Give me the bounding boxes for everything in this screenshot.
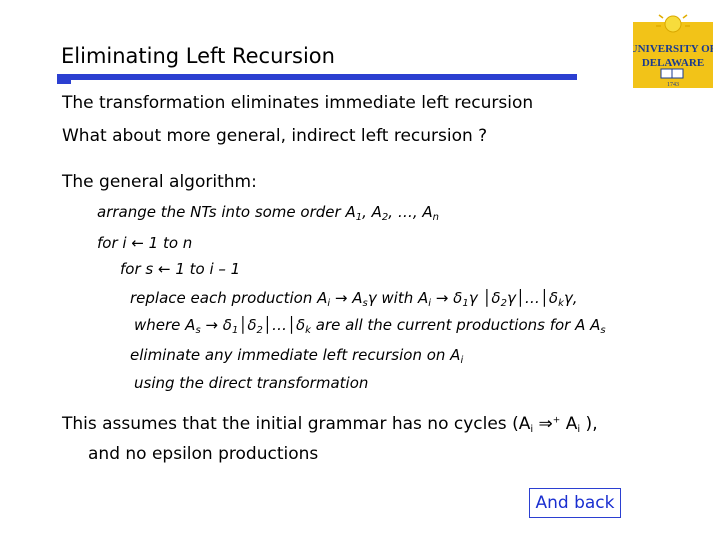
algo-replace: replace each production $A_i \to A_s\gamma$ with $A_i \to \delta_1\gamma$ $│\delta_2\gamma│\dots│\delta_k\gamma$, xyxy=(130,289,578,309)
assumes-line-2: and no epsilon productions xyxy=(88,444,319,464)
slide-title: Eliminating Left Recursion xyxy=(61,44,335,68)
body-line-3: The general algorithm: xyxy=(62,172,257,192)
svg-text:1743: 1743 xyxy=(667,82,679,88)
algo-eliminate: eliminate any immediate left recursion on $A_i$ xyxy=(130,346,464,366)
algo-where: where $A_s$ → $\delta_1│\delta_2│\dots│\delta_k$ are all the current productions for A $A_s$ xyxy=(134,316,606,336)
body-line-1: The transformation eliminates immediate left recursion xyxy=(62,93,534,113)
title-underline-tick xyxy=(57,74,71,84)
algo-for-i: for i ← 1 to n xyxy=(97,234,193,252)
algo-using: using the direct transformation xyxy=(134,374,369,392)
algo-for-s: for s ← 1 to i – 1 xyxy=(120,260,241,278)
and-back-button[interactable]: And back xyxy=(529,488,621,518)
title-underline xyxy=(57,74,577,80)
algo-arrange: arrange the NTs into some order $A_1$, $A_2$, …, $A_n$ xyxy=(97,203,439,223)
university-of-delaware-logo xyxy=(633,14,713,88)
svg-text:UNIVERSITY OF: UNIVERSITY OF xyxy=(633,43,713,55)
body-line-2: What about more general, indirect left recursion ? xyxy=(62,126,488,146)
svg-text:DELAWARE: DELAWARE xyxy=(641,57,705,69)
assumes-line-1: This assumes that the initial grammar has no cycles ($A_i$ ⇒+ $A_i$ ), xyxy=(62,414,598,435)
